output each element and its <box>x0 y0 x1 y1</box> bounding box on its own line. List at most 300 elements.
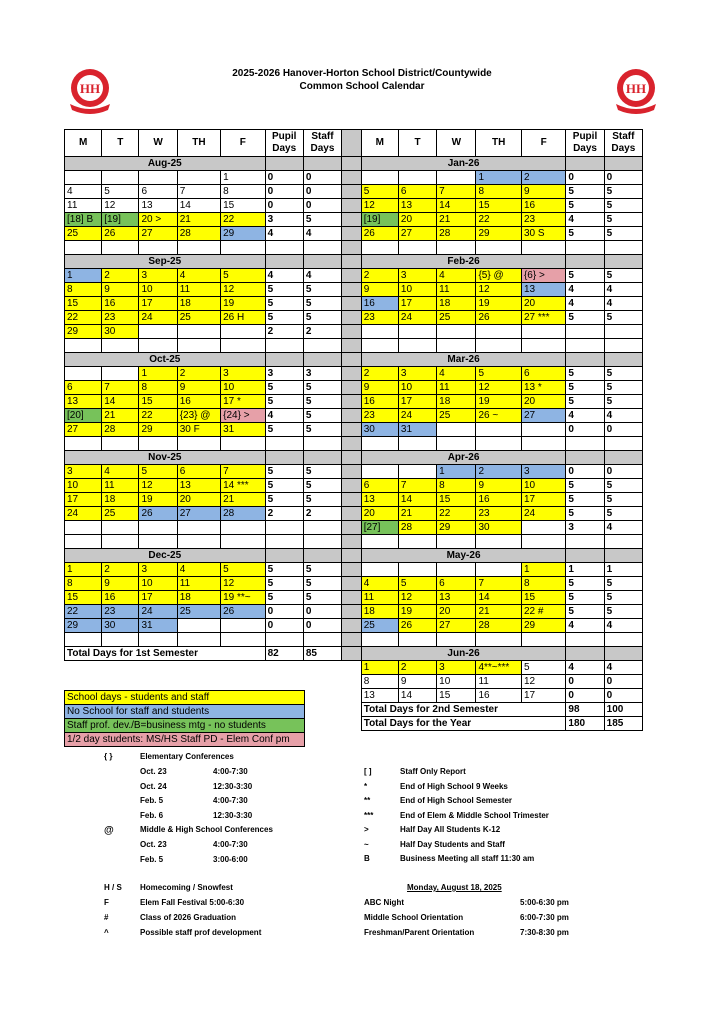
day-cell: 4 <box>437 269 476 283</box>
day-cell: 12 <box>521 675 565 689</box>
day-cell: 11 <box>102 479 139 493</box>
day-count-cell: 5 <box>604 367 642 381</box>
day-count-cell: 0 <box>303 199 341 213</box>
day-cell: 26 <box>476 311 521 325</box>
day-cell: 4 <box>361 577 398 591</box>
day-cell: 4 <box>437 367 476 381</box>
day-count-cell: 0 <box>604 171 642 185</box>
svg-text:HH: HH <box>625 81 647 96</box>
day-cell: 24 <box>139 311 177 325</box>
day-count-cell: 5 <box>604 591 642 605</box>
event-name: Freshman/Parent Orientation <box>364 928 475 937</box>
day-cell: 10 <box>521 479 565 493</box>
day-cell: 6 <box>521 367 565 381</box>
day-cell: 14 <box>102 395 139 409</box>
day-cell: 17 <box>398 297 436 311</box>
day-cell: 4 <box>177 269 220 283</box>
day-cell: 20 <box>177 493 220 507</box>
day-cell: 24 <box>398 311 436 325</box>
note-date: Oct. 23 <box>140 767 167 776</box>
day-count-cell: 1 <box>604 563 642 577</box>
note-symbol: ^ <box>104 928 109 937</box>
note-date: Feb. 5 <box>140 854 164 864</box>
day-cell: 20 <box>437 605 476 619</box>
day-cell: 14 <box>398 689 436 703</box>
note-text: Homecoming / Snowfest <box>140 883 233 892</box>
day-cell: 18 <box>177 297 220 311</box>
day-count-cell: 5 <box>604 493 642 507</box>
day-cell: 14 <box>177 199 220 213</box>
day-cell: 27 <box>139 227 177 241</box>
day-cell: 25 <box>437 409 476 423</box>
day-cell: 19 <box>398 605 436 619</box>
second-semester-pupil: 98 <box>566 703 604 717</box>
day-count-cell: 4 <box>566 661 604 675</box>
day-cell: [20] <box>65 409 102 423</box>
day-count-cell: 0 <box>265 171 303 185</box>
day-cell: 26 <box>139 507 177 521</box>
note-text: Half Day All Students K-12 <box>400 825 501 834</box>
day-count-cell: 5 <box>303 381 341 395</box>
day-count-cell: 5 <box>303 311 341 325</box>
note-time: 4:00-7:30 <box>213 840 248 849</box>
day-cell: 2 <box>398 661 436 675</box>
day-cell: 1 <box>361 661 398 675</box>
day-cell: 16 <box>361 297 398 311</box>
day-cell: 23 <box>102 605 139 619</box>
day-cell: 1 <box>521 563 565 577</box>
day-cell: 15 <box>476 199 521 213</box>
day-count-cell: 0 <box>566 171 604 185</box>
note-symbol: > <box>364 825 369 834</box>
column-header: F <box>521 130 565 157</box>
note-text: Half Day Students and Staff <box>400 839 505 849</box>
day-cell: 9 <box>177 381 220 395</box>
day-count-cell: 5 <box>566 367 604 381</box>
note-symbol: @ <box>104 825 114 836</box>
day-cell: 3 <box>398 367 436 381</box>
day-count-cell: 5 <box>566 311 604 325</box>
day-cell: 13 <box>361 689 398 703</box>
day-cell: 8 <box>65 577 102 591</box>
event-name: Middle School Orientation <box>364 913 464 922</box>
day-cell: 20 <box>361 507 398 521</box>
day-count-cell: 5 <box>303 493 341 507</box>
day-count-cell: 0 <box>566 675 604 689</box>
day-count-cell: 3 <box>303 367 341 381</box>
day-count-cell: 5 <box>566 507 604 521</box>
day-count-cell: 5 <box>566 493 604 507</box>
day-cell: 5 <box>139 465 177 479</box>
month-name: Apr-26 <box>361 451 566 465</box>
day-count-cell: 0 <box>604 423 642 437</box>
day-count-cell: 0 <box>303 171 341 185</box>
day-cell: 3 <box>521 465 565 479</box>
day-count-cell: 4 <box>303 227 341 241</box>
note-text: Possible staff prof development <box>140 928 262 937</box>
day-cell: 13 <box>65 395 102 409</box>
day-cell: 21 <box>476 605 521 619</box>
column-header: Pupil Days <box>265 130 303 157</box>
month-name: Feb-26 <box>361 255 566 269</box>
day-count-cell: 5 <box>604 311 642 325</box>
day-cell: 11 <box>361 591 398 605</box>
note-symbol: *** <box>364 810 374 820</box>
month-name: Dec-25 <box>65 549 266 563</box>
day-cell: 11 <box>177 577 220 591</box>
day-cell: 30 <box>476 521 521 535</box>
day-cell: 29 <box>521 619 565 633</box>
day-cell: 3 <box>139 563 177 577</box>
day-count-cell: 5 <box>265 395 303 409</box>
day-cell: 11 <box>437 283 476 297</box>
column-header: W <box>139 130 177 157</box>
day-count-cell: 0 <box>604 689 642 703</box>
day-cell: 16 <box>361 395 398 409</box>
note-title: Middle & High School Conferences <box>140 825 273 834</box>
note-date: Feb. 5 <box>140 796 164 805</box>
day-count-cell: 5 <box>566 199 604 213</box>
note-text: Business Meeting all staff 11:30 am <box>400 854 535 863</box>
day-cell: 10 <box>398 283 436 297</box>
column-header: M <box>361 130 398 157</box>
day-cell: 9 <box>102 577 139 591</box>
day-cell: 2 <box>521 171 565 185</box>
note-text: Elem Fall Festival 5:00-6:30 <box>140 898 245 907</box>
day-cell: 21 <box>398 507 436 521</box>
day-cell: 22 <box>476 213 521 227</box>
day-cell: 27 <box>177 507 220 521</box>
day-cell: 9 <box>361 381 398 395</box>
day-cell: 21 <box>437 213 476 227</box>
note-time: 12:30-3:30 <box>213 810 253 820</box>
day-count-cell: 0 <box>566 689 604 703</box>
day-cell: 17 <box>521 493 565 507</box>
note-symbol: F <box>104 898 109 907</box>
day-cell: 7 <box>102 381 139 395</box>
column-header: Staff Days <box>604 130 642 157</box>
day-cell: 8 <box>65 283 102 297</box>
day-count-cell: 5 <box>604 395 642 409</box>
month-name: Jan-26 <box>361 157 566 171</box>
day-cell: 29 <box>437 521 476 535</box>
day-cell: 16 <box>521 199 565 213</box>
note-symbol: # <box>104 913 109 922</box>
day-count-cell: 5 <box>566 479 604 493</box>
note-text: End of High School 9 Weeks <box>400 781 508 791</box>
day-cell: 12 <box>102 199 139 213</box>
day-cell: 4 <box>177 563 220 577</box>
column-header: T <box>102 130 139 157</box>
day-cell: 19 <box>221 297 265 311</box>
day-count-cell: 5 <box>265 479 303 493</box>
day-cell: 23 <box>361 409 398 423</box>
day-count-cell: 0 <box>604 675 642 689</box>
day-cell: 24 <box>139 605 177 619</box>
day-cell: 17 <box>139 591 177 605</box>
day-cell: 14 <box>476 591 521 605</box>
day-cell: 18 <box>102 493 139 507</box>
day-cell: [18] B <box>65 213 102 227</box>
day-cell: 7 <box>177 185 220 199</box>
event-time: 5:00-6:30 pm <box>520 898 569 907</box>
column-header: TH <box>476 130 521 157</box>
day-count-cell: 4 <box>604 521 642 535</box>
day-cell: 26 <box>398 619 436 633</box>
day-cell: 30 S <box>521 227 565 241</box>
day-count-cell: 4 <box>604 283 642 297</box>
day-cell: 3 <box>65 465 102 479</box>
day-count-cell: 5 <box>604 479 642 493</box>
day-count-cell: 5 <box>303 283 341 297</box>
svg-text:HH: HH <box>79 81 101 96</box>
day-cell: 25 <box>437 311 476 325</box>
note-text: End of Elem & Middle School Trimester <box>400 810 549 820</box>
day-count-cell: 5 <box>566 381 604 395</box>
day-cell: 1 <box>221 171 265 185</box>
note-symbol: [ ] <box>364 767 372 776</box>
calendar-title: 2025-2026 Hanover-Horton School District/Countywide <box>232 68 492 79</box>
day-cell: 16 <box>102 297 139 311</box>
day-cell: 9 <box>521 185 565 199</box>
note-symbol: { } <box>104 752 113 761</box>
note-time: 4:00-7:30 <box>213 796 248 805</box>
day-cell: 31 <box>398 423 436 437</box>
day-count-cell: 4 <box>566 283 604 297</box>
note-date: Feb. 6 <box>140 810 164 820</box>
note-date: Oct. 24 <box>140 781 167 791</box>
day-cell: 22 # <box>521 605 565 619</box>
day-cell: 24 <box>521 507 565 521</box>
day-cell: 8 <box>139 381 177 395</box>
day-count-cell: 5 <box>265 381 303 395</box>
day-cell: 2 <box>177 367 220 381</box>
day-cell: 26 <box>361 227 398 241</box>
day-cell: 25 <box>177 311 220 325</box>
day-count-cell: 5 <box>604 199 642 213</box>
day-cell: 18 <box>361 605 398 619</box>
day-cell: [19] <box>361 213 398 227</box>
day-cell: 14 <box>398 493 436 507</box>
day-cell: 21 <box>221 493 265 507</box>
day-cell: 17 <box>521 689 565 703</box>
day-cell: 2 <box>102 563 139 577</box>
day-cell: 8 <box>521 577 565 591</box>
day-cell: 30 <box>361 423 398 437</box>
day-cell: 8 <box>221 185 265 199</box>
year-staff: 185 <box>604 717 642 731</box>
day-cell: 12 <box>476 283 521 297</box>
day-cell: 13 <box>437 591 476 605</box>
note-symbol: * <box>364 781 368 791</box>
day-count-cell: 4 <box>265 269 303 283</box>
column-header: M <box>65 130 102 157</box>
day-cell: 22 <box>437 507 476 521</box>
day-count-cell: 5 <box>604 577 642 591</box>
day-cell: 5 <box>221 269 265 283</box>
day-count-cell: 4 <box>265 409 303 423</box>
day-cell: 27 <box>65 423 102 437</box>
day-cell: 10 <box>139 283 177 297</box>
day-count-cell: 0 <box>566 465 604 479</box>
day-cell: 18 <box>177 591 220 605</box>
day-cell: 29 <box>65 619 102 633</box>
day-cell: {5} @ <box>476 269 521 283</box>
day-cell: 5 <box>221 563 265 577</box>
day-cell: 20 <box>521 297 565 311</box>
day-cell: 20 <box>521 395 565 409</box>
day-cell: 3 <box>221 367 265 381</box>
day-count-cell: 5 <box>566 577 604 591</box>
first-semester-pupil: 82 <box>265 647 303 661</box>
second-semester-label: Total Days for 2nd Semester <box>361 703 566 717</box>
day-cell: 29 <box>476 227 521 241</box>
day-cell: 16 <box>177 395 220 409</box>
day-cell: {6} > <box>521 269 565 283</box>
day-cell: 30 <box>102 325 139 339</box>
note-symbol: H / S <box>104 883 122 892</box>
day-cell: 20 > <box>139 213 177 227</box>
column-header: Staff Days <box>303 130 341 157</box>
day-cell: 23 <box>361 311 398 325</box>
day-cell: 6 <box>139 185 177 199</box>
day-cell: 17 <box>139 297 177 311</box>
day-count-cell: 5 <box>303 479 341 493</box>
day-cell: 30 <box>102 619 139 633</box>
day-cell: 6 <box>361 479 398 493</box>
day-cell: 1 <box>437 465 476 479</box>
day-count-cell: 0 <box>566 423 604 437</box>
day-cell: 24 <box>65 507 102 521</box>
day-cell: 15 <box>437 689 476 703</box>
note-symbol: ** <box>364 796 371 805</box>
day-cell: 12 <box>221 283 265 297</box>
year-pupil: 180 <box>566 717 604 731</box>
day-cell: 10 <box>65 479 102 493</box>
day-cell: 8 <box>476 185 521 199</box>
day-cell: 2 <box>102 269 139 283</box>
day-cell: 5 <box>398 577 436 591</box>
day-cell: 10 <box>398 381 436 395</box>
column-header: TH <box>177 130 220 157</box>
day-count-cell: 0 <box>303 605 341 619</box>
day-count-cell: 5 <box>303 591 341 605</box>
day-count-cell: 5 <box>303 409 341 423</box>
day-cell: {24} > <box>221 409 265 423</box>
day-count-cell: 5 <box>566 269 604 283</box>
day-cell: 28 <box>476 619 521 633</box>
day-count-cell: 5 <box>303 297 341 311</box>
day-count-cell: 4 <box>303 269 341 283</box>
day-count-cell: 0 <box>604 465 642 479</box>
day-count-cell: 5 <box>265 283 303 297</box>
day-count-cell: 5 <box>604 269 642 283</box>
day-cell: 3 <box>398 269 436 283</box>
day-cell: 17 <box>65 493 102 507</box>
note-date: Oct. 23 <box>140 840 167 849</box>
note-text: Staff Only Report <box>400 767 466 776</box>
day-cell: 23 <box>521 213 565 227</box>
day-count-cell: 5 <box>566 395 604 409</box>
day-cell: 18 <box>437 395 476 409</box>
day-count-cell: 5 <box>265 591 303 605</box>
day-count-cell: 4 <box>566 619 604 633</box>
day-count-cell: 4 <box>265 227 303 241</box>
day-cell: 6 <box>177 465 220 479</box>
day-count-cell: 5 <box>566 185 604 199</box>
day-cell: 15 <box>521 591 565 605</box>
note-time: 4:00-7:30 <box>213 767 248 776</box>
month-name: Sep-25 <box>65 255 266 269</box>
day-cell: 7 <box>221 465 265 479</box>
day-count-cell: 0 <box>303 185 341 199</box>
day-cell: 19 <box>476 395 521 409</box>
day-cell: 1 <box>139 367 177 381</box>
legend-item: Staff prof. dev./B=business mtg - no students <box>64 719 305 733</box>
day-count-cell: 5 <box>265 423 303 437</box>
day-cell: 8 <box>361 675 398 689</box>
column-header: F <box>221 130 265 157</box>
day-cell: 21 <box>102 409 139 423</box>
day-count-cell: 5 <box>604 213 642 227</box>
day-cell: 29 <box>221 227 265 241</box>
day-cell: 5 <box>102 185 139 199</box>
day-count-cell: 4 <box>604 619 642 633</box>
month-name: Nov-25 <box>65 451 266 465</box>
day-count-cell: 0 <box>303 619 341 633</box>
day-cell: 15 <box>139 395 177 409</box>
day-cell: 28 <box>177 227 220 241</box>
day-cell: 17 * <box>221 395 265 409</box>
day-count-cell: 5 <box>265 465 303 479</box>
day-cell: 6 <box>437 577 476 591</box>
day-count-cell: 5 <box>265 297 303 311</box>
day-count-cell: 0 <box>265 185 303 199</box>
day-cell: 19 <box>476 297 521 311</box>
day-cell: 28 <box>221 507 265 521</box>
day-cell: 30 F <box>177 423 220 437</box>
day-count-cell: 2 <box>265 325 303 339</box>
year-label: Total Days for the Year <box>361 717 566 731</box>
legend-item: No School for staff and students <box>64 705 305 719</box>
day-count-cell: 5 <box>303 465 341 479</box>
day-cell: 13 <box>361 493 398 507</box>
month-name: Mar-26 <box>361 353 566 367</box>
day-cell: 1 <box>65 269 102 283</box>
day-count-cell: 2 <box>303 507 341 521</box>
day-count-cell: 4 <box>604 409 642 423</box>
day-cell: 11 <box>476 675 521 689</box>
day-cell: 9 <box>361 283 398 297</box>
legend-item: 1/2 day students: MS/HS Staff PD - Elem Conf pm <box>64 733 305 747</box>
note-time: 3:00-6:00 <box>213 854 248 864</box>
legend-item: School days - students and staff <box>64 690 305 705</box>
day-cell: [27] <box>361 521 398 535</box>
day-cell: 16 <box>476 493 521 507</box>
day-cell: 5 <box>521 661 565 675</box>
day-cell: 13 * <box>521 381 565 395</box>
day-cell: 26 H <box>221 311 265 325</box>
day-count-cell: 5 <box>265 577 303 591</box>
day-cell: 4**~*** <box>476 661 521 675</box>
day-cell: 8 <box>437 479 476 493</box>
day-cell: 12 <box>139 479 177 493</box>
note-text: End of High School Semester <box>400 796 513 805</box>
day-cell: 3 <box>437 661 476 675</box>
day-count-cell: 5 <box>604 605 642 619</box>
day-count-cell: 5 <box>265 311 303 325</box>
day-count-cell: 4 <box>566 213 604 227</box>
